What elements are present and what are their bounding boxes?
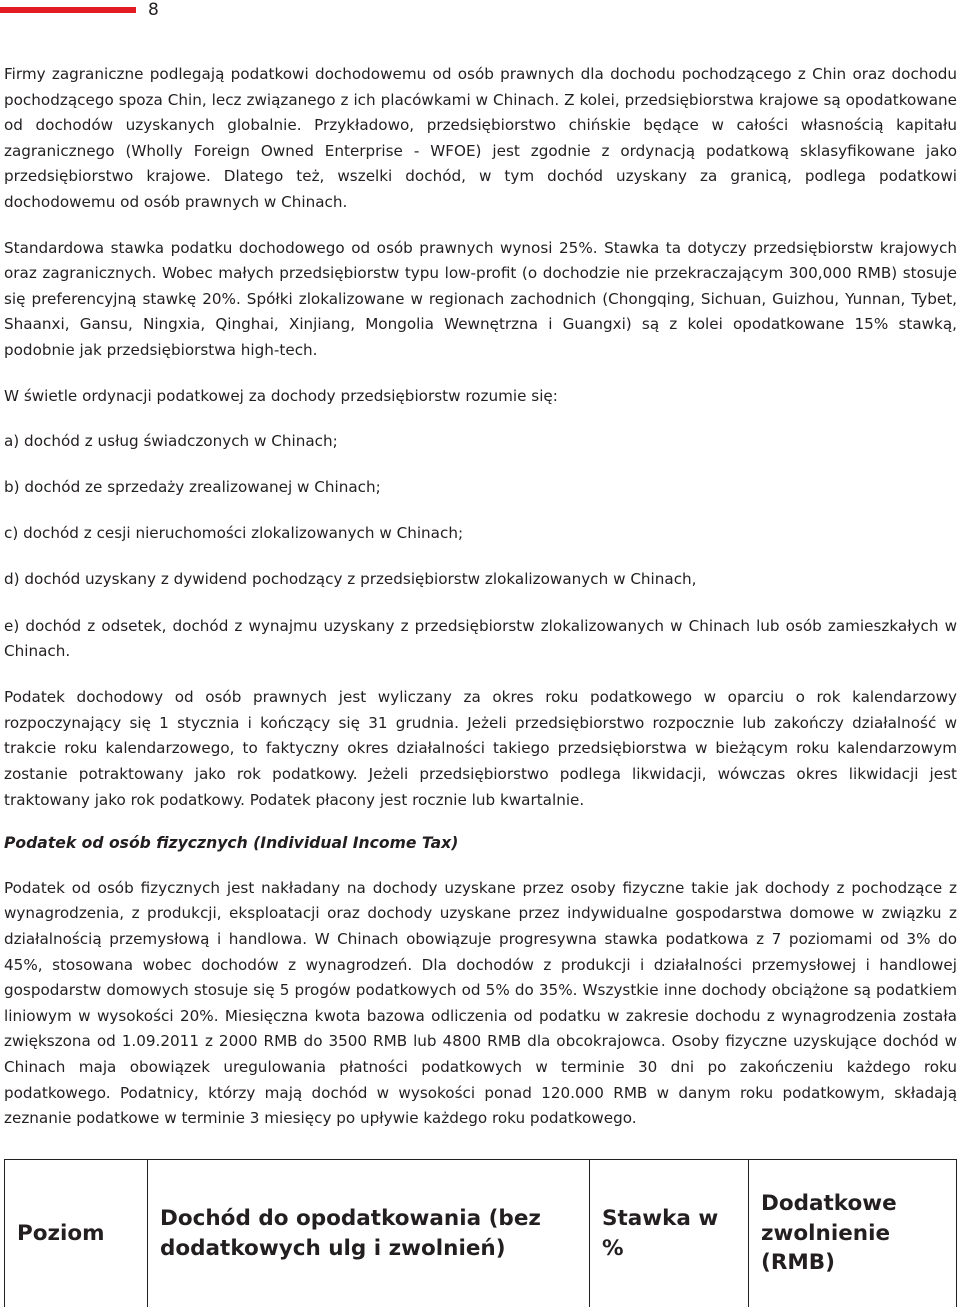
income-list-item-e: e) dochód z odsetek, dochód z wynajmu uzyskany z przedsiębiorstw zlokalizowanych w Chinach lub osób zamieszkałych w Chinach. bbox=[4, 616, 957, 661]
paragraph-fiscal-year: Podatek dochodowy od osób prawnych jest wyliczany za okres roku podatkowego w oparciu o rok kalendarzowy rozpoczynający się 1 stycznia i kończący się 31 grudnia. Jeżeli przedsiębiorstwo rozpocznie lub zakończy działalność w trakcie roku kalendarzowego, to faktyczny okres działalności takiego przedsiębiorstwa w bieżącym roku kalendarzowym zostanie potraktowany jako rok podatkowy. Jeżeli przedsiębiorstwo podlega likwidacji, wówczas okres likwidacji jest traktowany jako rok podatkowy. Podatek płacony jest rocznie lub kwartalnie. bbox=[4, 688, 957, 809]
income-list-item-a: a) dochód z usług świadczonych w Chinach; bbox=[4, 432, 338, 451]
paragraph-ordinance: W świetle ordynacji podatkowej za dochody przedsiębiorstw rozumie się: bbox=[4, 386, 558, 405]
header-accent-bar bbox=[0, 7, 136, 13]
table-header-exemption: Dodatkowe zwolnienie (RMB) bbox=[749, 1160, 957, 1307]
paragraph-standard-rate: Standardowa stawka podatku dochodowego od osób prawnych wynosi 25%. Stawka ta dotyczy przedsiębiorstw krajowych oraz zagranicznych. Wobec małych przedsiębiorstw typu low-profit (o dochodzie nie przekraczającym 300,000 RMB) stosuje się preferencyjną stawkę 20%. Spółki zlokalizowane w regionach zachodnich (Chongqing, Sichuan, Guizhou, Yunnan, Tybet, Shaanxi, Gansu, Ningxia, Qinghai, Xinjiang, Mongolia Wewnętrzna i Guangxi) są z kolei opodatkowane 15% stawką, podobnie jak przedsiębiorstwa high-tech. bbox=[4, 238, 957, 359]
table-header-level: Poziom bbox=[5, 1160, 148, 1307]
document-body bbox=[4, 62, 957, 1132]
table-header-rate: Stawka w % bbox=[590, 1160, 749, 1307]
section-heading-pit: Podatek od osób fizycznych (Individual Income Tax) bbox=[4, 834, 459, 853]
income-list-item-d: d) dochód uzyskany z dywidend pochodzący z przedsiębiorstw zlokalizowanych w Chinach, bbox=[4, 570, 697, 589]
table-header-row bbox=[5, 1160, 957, 1307]
paragraph-foreign-companies: Firmy zagraniczne podlegają podatkowi dochodowemu od osób prawnych dla dochodu pochodzącego z Chin oraz dochodu pochodzącego spoza Chin, lecz związanego z ich placówkami w Chinach. Z kolei, przedsiębiorstwa krajowe są opodatkowane od dochodów uzyskanych globalnie. Przykładowo, przedsiębiorstwo chińskie będące w całości własnością kapitału zagranicznego (Wholly Foreign Owned Enterprise - WFOE) jest zgodnie z ordynacją podatkową sklasyfikowane jako przedsiębiorstwo krajowe. Dlatego też, wszelki dochód, w tym dochód uzyskany za granicą, podlega podatkowi dochodowemu od osób prawnych w Chinach. bbox=[4, 65, 957, 211]
income-list-item-b: b) dochód ze sprzedaży zrealizowanej w Chinach; bbox=[4, 478, 381, 497]
tax-brackets-table bbox=[4, 1159, 957, 1307]
income-list-item-c: c) dochód z cesji nieruchomości zlokalizowanych w Chinach; bbox=[4, 524, 464, 543]
page-number: 8 bbox=[148, 0, 159, 20]
paragraph-personal-income-tax: Podatek od osób fizycznych jest nakładany na dochody uzyskane przez osoby fizyczne takie jak dochody z pochodzące z wynagrodzenia, z produkcji, eksploatacji oraz dochody uzyskane przez indywidualne gospodarstwa domowe w związku z działalnością przemysłową i handlowa. W Chinach obowiązuje progresywna stawka podatkowa z 7 poziomami od 3% do 45%, stosowana wobec dochodów z wynagrodzeń. Dla dochodów z produkcji i działalności przemysłowej i handlowej gospodarstw domowych stosuje się 5 progów podatkowych od 5% do 35%. Wszystkie inne dochody obciążone są podatkiem liniowym w wysokości 20%. Miesięczna kwota bazowa odliczenia od podatku w zakresie dochodu z wynagrodzenia została zwiększona od 1.09.2011 z 2000 RMB do 3500 RMB lub 4800 RMB dla obcokrajowca. Osoby fizyczne uzyskujące dochód w Chinach maja obowiązek uregulowania płatności podatkowych w terminie 30 dni po zakończeniu każdego roku podatkowego. Podatnicy, którzy mają dochód w wysokości ponad 120.000 RMB w danym roku podatkowym, składają zeznanie podatkowe w terminie 3 miesięcy po upływie każdego roku podatkowego. bbox=[4, 878, 957, 1128]
table-header-taxable-income: Dochód do opodatkowania (bez dodatkowych ulg i zwolnień) bbox=[148, 1160, 590, 1307]
